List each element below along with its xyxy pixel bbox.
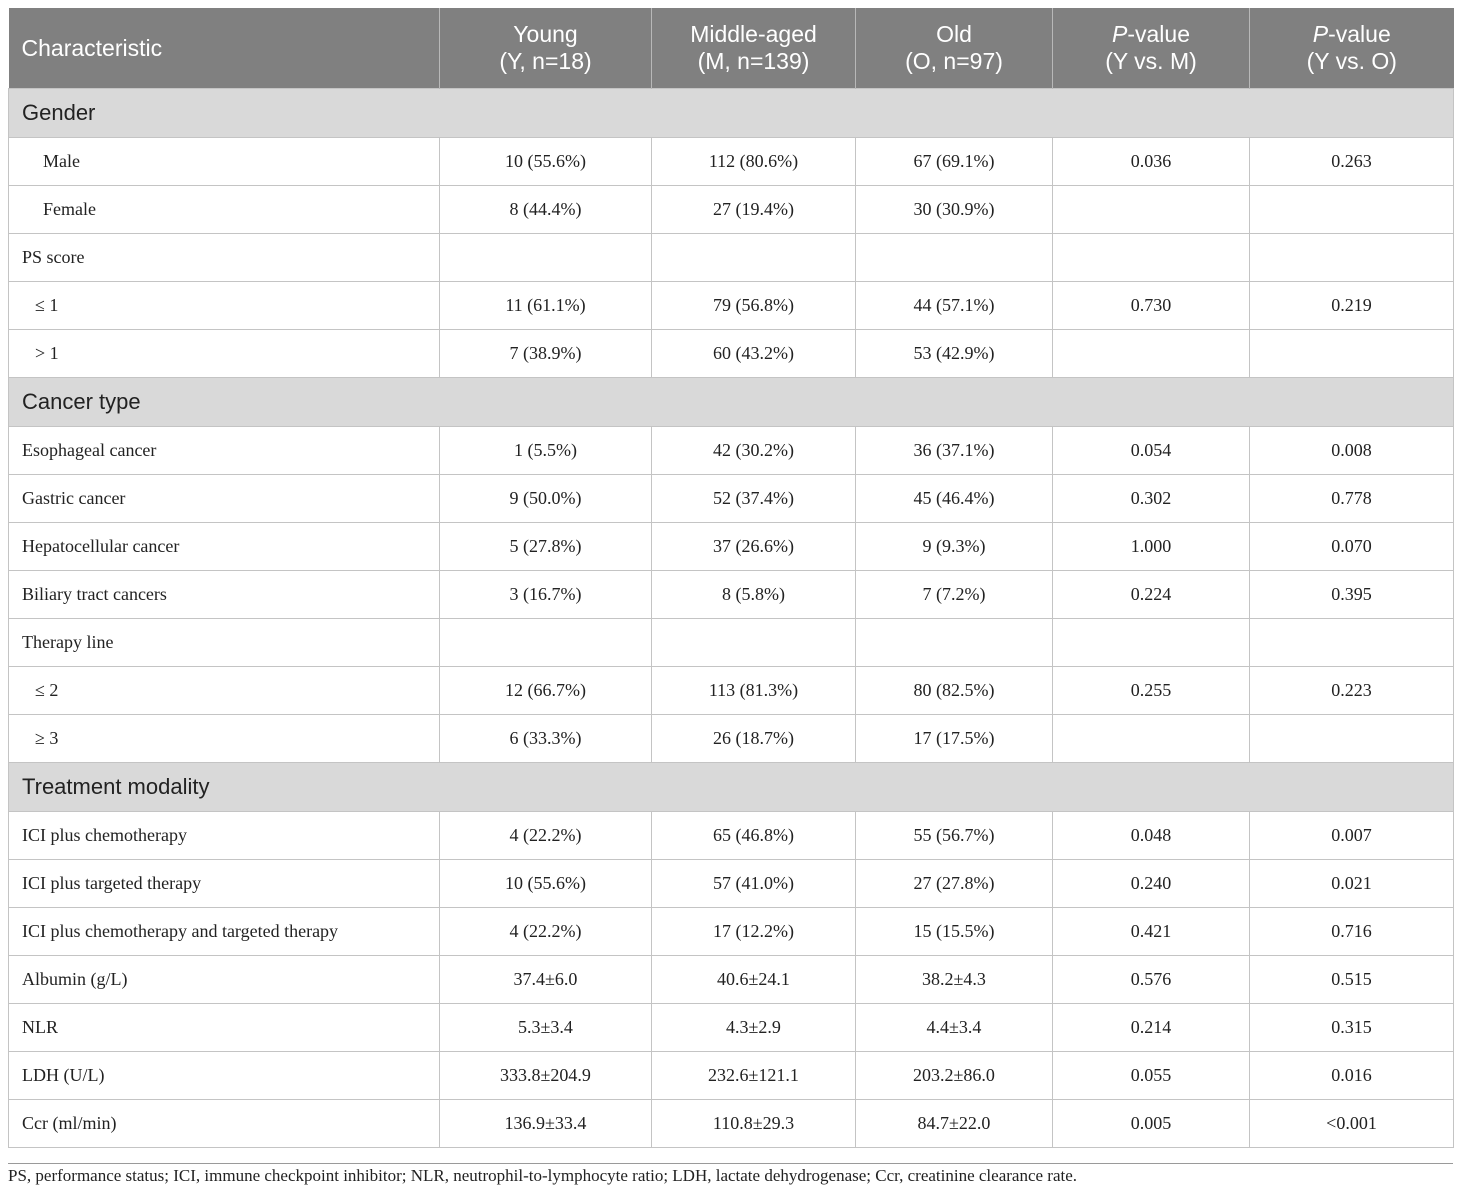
section-row <box>9 763 1454 812</box>
cell-p-value-y-vs-o <box>1250 619 1454 667</box>
cell-p-value-y-vs-o: 0.515 <box>1250 956 1454 1004</box>
cell-old: 203.2±86.0 <box>856 1052 1053 1100</box>
cell-old: 17 (17.5%) <box>856 715 1053 763</box>
cell-p-value-y-vs-o <box>1250 330 1454 378</box>
cell-middle-aged: 40.6±24.1 <box>652 956 856 1004</box>
row-label: LDH (U/L) <box>9 1052 440 1100</box>
cell-p-value-y-vs-m <box>1053 715 1250 763</box>
row-label: Male <box>9 138 440 186</box>
cell-middle-aged: 79 (56.8%) <box>652 282 856 330</box>
header-old: Old (O, n=97) <box>856 8 1053 89</box>
table-row <box>9 908 1454 956</box>
cell-p-value-y-vs-m <box>1053 186 1250 234</box>
cell-old: 84.7±22.0 <box>856 1100 1053 1148</box>
table-row <box>9 812 1454 860</box>
table-row <box>9 475 1454 523</box>
table-row <box>9 956 1454 1004</box>
table-row <box>9 186 1454 234</box>
cell-old: 55 (56.7%) <box>856 812 1053 860</box>
cell-middle-aged: 60 (43.2%) <box>652 330 856 378</box>
cell-young: 333.8±204.9 <box>440 1052 652 1100</box>
cell-p-value-y-vs-m: 0.576 <box>1053 956 1250 1004</box>
characteristics-table <box>8 8 1454 1148</box>
cell-old: 67 (69.1%) <box>856 138 1053 186</box>
cell-young: 4 (22.2%) <box>440 908 652 956</box>
cell-old: 45 (46.4%) <box>856 475 1053 523</box>
table-row <box>9 138 1454 186</box>
cell-middle-aged: 52 (37.4%) <box>652 475 856 523</box>
cell-old: 7 (7.2%) <box>856 571 1053 619</box>
header-young: Young (Y, n=18) <box>440 8 652 89</box>
row-label: ≤ 1 <box>9 282 440 330</box>
row-label: > 1 <box>9 330 440 378</box>
cell-p-value-y-vs-m <box>1053 619 1250 667</box>
cell-old: 4.4±3.4 <box>856 1004 1053 1052</box>
cell-old <box>856 619 1053 667</box>
header-characteristic: Characteristic <box>9 8 440 89</box>
cell-old: 27 (27.8%) <box>856 860 1053 908</box>
row-label: Female <box>9 186 440 234</box>
section-label: Gender <box>9 89 1454 138</box>
row-label: Esophageal cancer <box>9 427 440 475</box>
row-label: ICI plus chemotherapy <box>9 812 440 860</box>
row-label: ≥ 3 <box>9 715 440 763</box>
section-label: Cancer type <box>9 378 1454 427</box>
row-label: Ccr (ml/min) <box>9 1100 440 1148</box>
cell-old: 80 (82.5%) <box>856 667 1053 715</box>
cell-p-value-y-vs-o: 0.315 <box>1250 1004 1454 1052</box>
cell-young: 8 (44.4%) <box>440 186 652 234</box>
row-label: ICI plus targeted therapy <box>9 860 440 908</box>
cell-middle-aged <box>652 234 856 282</box>
row-label: PS score <box>9 234 440 282</box>
table-row <box>9 1004 1454 1052</box>
cell-p-value-y-vs-o: 0.007 <box>1250 812 1454 860</box>
cell-young: 6 (33.3%) <box>440 715 652 763</box>
cell-p-value-y-vs-o <box>1250 715 1454 763</box>
section-row <box>9 378 1454 427</box>
cell-middle-aged: 112 (80.6%) <box>652 138 856 186</box>
cell-p-value-y-vs-o: 0.021 <box>1250 860 1454 908</box>
table-row <box>9 234 1454 282</box>
cell-p-value-y-vs-o: 0.016 <box>1250 1052 1454 1100</box>
cell-p-value-y-vs-m: 0.255 <box>1053 667 1250 715</box>
cell-p-value-y-vs-m: 0.302 <box>1053 475 1250 523</box>
cell-old: 15 (15.5%) <box>856 908 1053 956</box>
cell-middle-aged: 57 (41.0%) <box>652 860 856 908</box>
table-footnote: PS, performance status; ICI, immune checkpoint inhibitor; NLR, neutrophil-to-lymphocyte ratio; LDH, lactate dehydrogenase; Ccr, creatinine clearance rate. <box>8 1163 1453 1186</box>
cell-young: 9 (50.0%) <box>440 475 652 523</box>
cell-young <box>440 619 652 667</box>
cell-old: 53 (42.9%) <box>856 330 1053 378</box>
row-label: Therapy line <box>9 619 440 667</box>
cell-middle-aged: 8 (5.8%) <box>652 571 856 619</box>
cell-p-value-y-vs-o <box>1250 234 1454 282</box>
cell-p-value-y-vs-m: 0.036 <box>1053 138 1250 186</box>
cell-p-value-y-vs-o: 0.263 <box>1250 138 1454 186</box>
row-label: Biliary tract cancers <box>9 571 440 619</box>
cell-middle-aged: 113 (81.3%) <box>652 667 856 715</box>
table-row <box>9 571 1454 619</box>
table-row <box>9 715 1454 763</box>
row-label: ≤ 2 <box>9 667 440 715</box>
cell-middle-aged: 4.3±2.9 <box>652 1004 856 1052</box>
cell-young: 7 (38.9%) <box>440 330 652 378</box>
cell-p-value-y-vs-m: 0.054 <box>1053 427 1250 475</box>
cell-young: 5 (27.8%) <box>440 523 652 571</box>
row-label: Hepatocellular cancer <box>9 523 440 571</box>
cell-p-value-y-vs-m: 0.421 <box>1053 908 1250 956</box>
cell-middle-aged: 17 (12.2%) <box>652 908 856 956</box>
table-row <box>9 1052 1454 1100</box>
row-label: ICI plus chemotherapy and targeted therapy <box>9 908 440 956</box>
cell-p-value-y-vs-o: 0.070 <box>1250 523 1454 571</box>
table-header-row <box>9 8 1454 89</box>
cell-middle-aged: 42 (30.2%) <box>652 427 856 475</box>
table-body <box>9 89 1454 1148</box>
cell-old: 30 (30.9%) <box>856 186 1053 234</box>
cell-old: 9 (9.3%) <box>856 523 1053 571</box>
cell-young: 3 (16.7%) <box>440 571 652 619</box>
row-label: Albumin (g/L) <box>9 956 440 1004</box>
table-row <box>9 667 1454 715</box>
cell-middle-aged: 232.6±121.1 <box>652 1052 856 1100</box>
cell-p-value-y-vs-o: 0.395 <box>1250 571 1454 619</box>
cell-p-value-y-vs-o: 0.219 <box>1250 282 1454 330</box>
cell-young: 136.9±33.4 <box>440 1100 652 1148</box>
cell-p-value-y-vs-m <box>1053 234 1250 282</box>
cell-young: 1 (5.5%) <box>440 427 652 475</box>
cell-p-value-y-vs-m <box>1053 330 1250 378</box>
table-row <box>9 860 1454 908</box>
cell-middle-aged: 110.8±29.3 <box>652 1100 856 1148</box>
cell-old: 38.2±4.3 <box>856 956 1053 1004</box>
cell-young: 5.3±3.4 <box>440 1004 652 1052</box>
cell-p-value-y-vs-m: 0.005 <box>1053 1100 1250 1148</box>
header-p-value-y-vs-m: P-value (Y vs. M) <box>1053 8 1250 89</box>
characteristics-table-container <box>8 8 1453 1148</box>
cell-old: 36 (37.1%) <box>856 427 1053 475</box>
table-row <box>9 282 1454 330</box>
cell-middle-aged: 37 (26.6%) <box>652 523 856 571</box>
table-row <box>9 330 1454 378</box>
cell-middle-aged <box>652 619 856 667</box>
cell-young: 4 (22.2%) <box>440 812 652 860</box>
table-row <box>9 523 1454 571</box>
header-middle-aged: Middle-aged (M, n=139) <box>652 8 856 89</box>
cell-p-value-y-vs-o: 0.008 <box>1250 427 1454 475</box>
cell-old: 44 (57.1%) <box>856 282 1053 330</box>
section-label: Treatment modality <box>9 763 1454 812</box>
cell-young: 37.4±6.0 <box>440 956 652 1004</box>
cell-p-value-y-vs-m: 0.048 <box>1053 812 1250 860</box>
cell-p-value-y-vs-m: 0.055 <box>1053 1052 1250 1100</box>
section-row <box>9 89 1454 138</box>
cell-young: 11 (61.1%) <box>440 282 652 330</box>
cell-young: 10 (55.6%) <box>440 860 652 908</box>
cell-p-value-y-vs-m: 0.730 <box>1053 282 1250 330</box>
row-label: NLR <box>9 1004 440 1052</box>
cell-old <box>856 234 1053 282</box>
cell-p-value-y-vs-o: 0.716 <box>1250 908 1454 956</box>
table-row <box>9 1100 1454 1148</box>
cell-p-value-y-vs-o: 0.223 <box>1250 667 1454 715</box>
table-row <box>9 619 1454 667</box>
cell-p-value-y-vs-o <box>1250 186 1454 234</box>
cell-p-value-y-vs-m: 0.240 <box>1053 860 1250 908</box>
cell-p-value-y-vs-o: 0.778 <box>1250 475 1454 523</box>
cell-p-value-y-vs-m: 1.000 <box>1053 523 1250 571</box>
cell-p-value-y-vs-o: <0.001 <box>1250 1100 1454 1148</box>
row-label: Gastric cancer <box>9 475 440 523</box>
table-row <box>9 427 1454 475</box>
cell-young: 10 (55.6%) <box>440 138 652 186</box>
cell-p-value-y-vs-m: 0.214 <box>1053 1004 1250 1052</box>
cell-middle-aged: 26 (18.7%) <box>652 715 856 763</box>
cell-young: 12 (66.7%) <box>440 667 652 715</box>
cell-middle-aged: 27 (19.4%) <box>652 186 856 234</box>
cell-p-value-y-vs-m: 0.224 <box>1053 571 1250 619</box>
header-p-value-y-vs-o: P-value (Y vs. O) <box>1250 8 1454 89</box>
cell-young <box>440 234 652 282</box>
cell-middle-aged: 65 (46.8%) <box>652 812 856 860</box>
